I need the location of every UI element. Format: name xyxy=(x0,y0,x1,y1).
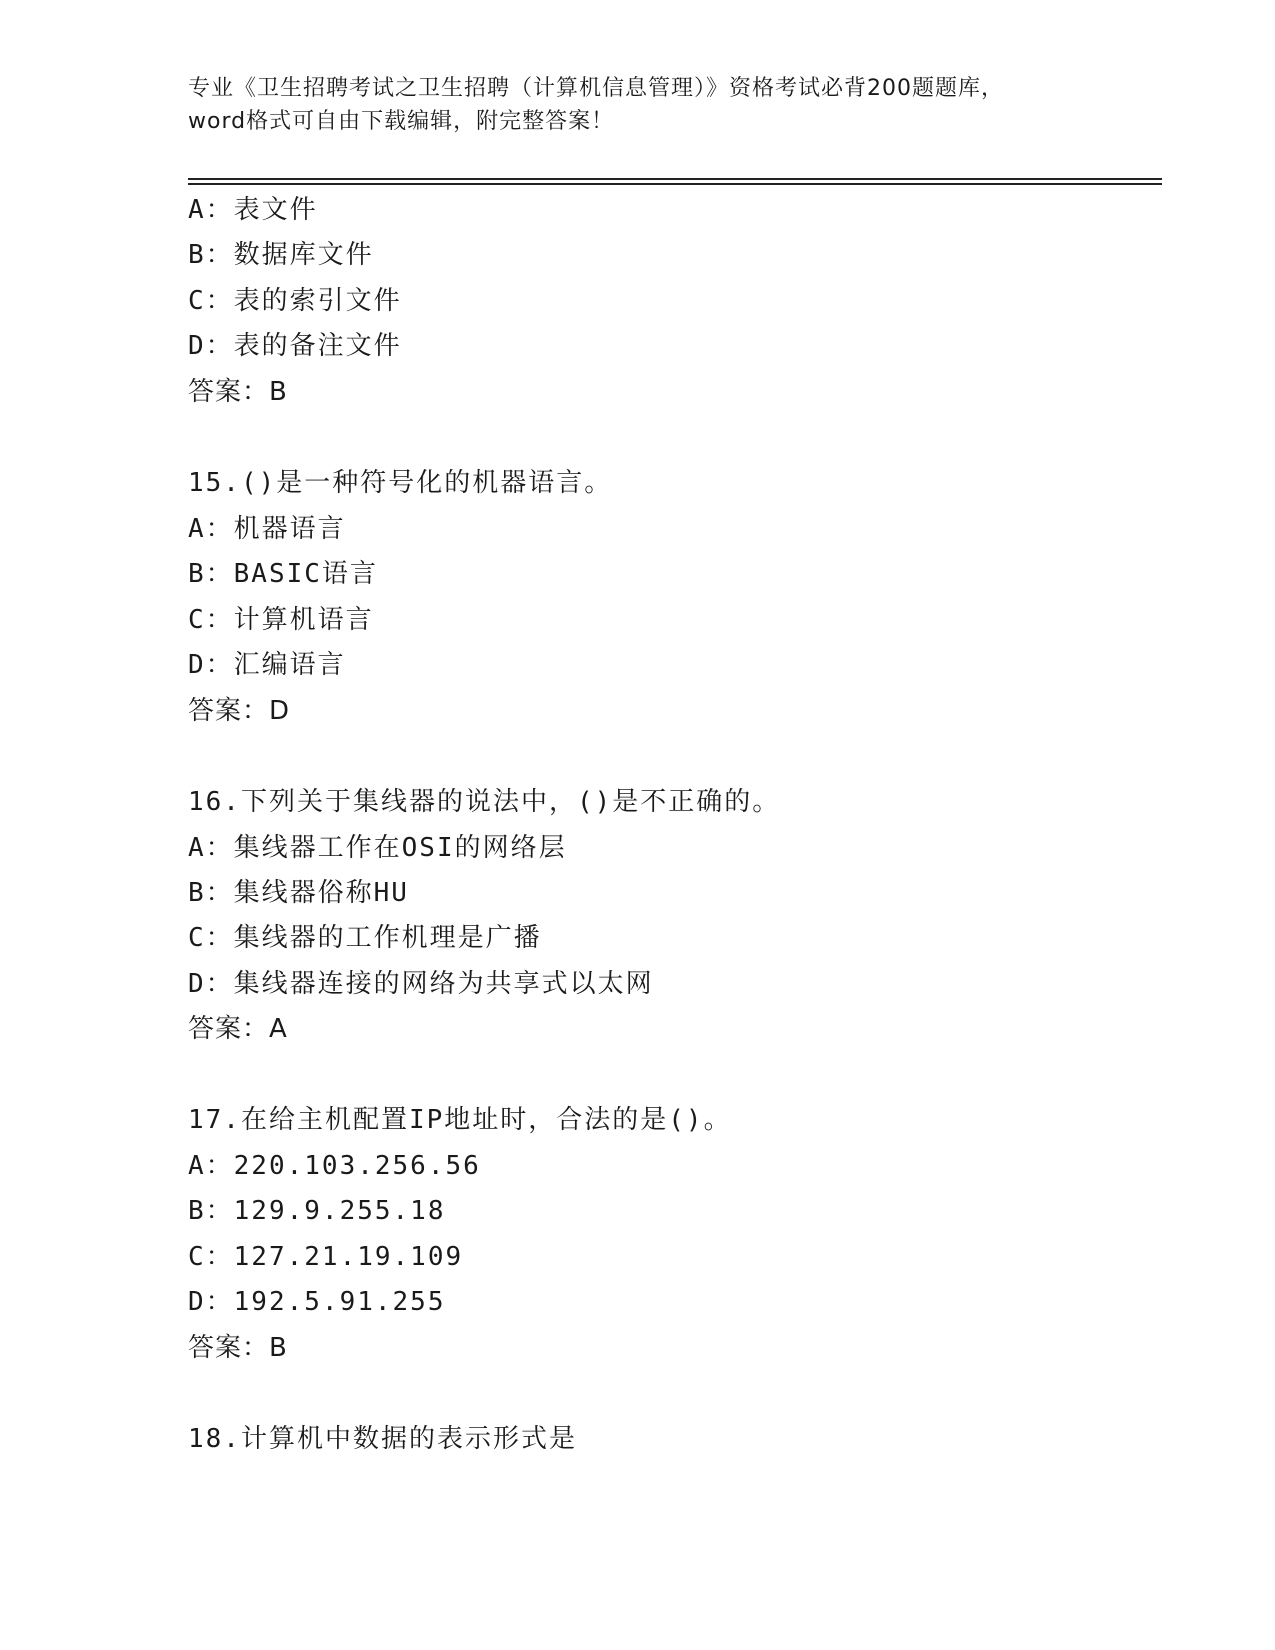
q14-option-a: A：表文件 xyxy=(188,195,318,225)
q17-answer: 答案：B xyxy=(188,1333,288,1363)
q17-question: 17.在给主机配置IP地址时，合法的是()。 xyxy=(188,1105,732,1135)
q18-question: 18.计算机中数据的表示形式是 xyxy=(188,1424,577,1454)
q14-option-b: B：数据库文件 xyxy=(188,240,374,270)
q14-answer: 答案：B xyxy=(188,377,288,407)
q16-option-a: A：集线器工作在OSI的网络层 xyxy=(188,833,567,863)
q14-option-c: C：表的索引文件 xyxy=(188,286,402,316)
q16-option-b: B：集线器俗称HU xyxy=(188,878,409,908)
q16-answer: 答案：A xyxy=(188,1014,288,1044)
q15-option-d: D：汇编语言 xyxy=(188,650,346,680)
q15-answer: 答案：D xyxy=(188,696,291,726)
q16-question: 16.下列关于集线器的说法中，()是不正确的。 xyxy=(188,787,781,817)
header-line-2: word格式可自由下载编辑，附完整答案！ xyxy=(188,109,615,134)
header-line-1: 专业《卫生招聘考试之卫生招聘（计算机信息管理）》资格考试必背200题题库， xyxy=(188,76,1004,101)
header-divider-top xyxy=(188,178,1162,180)
q16-option-d: D：集线器连接的网络为共享式以太网 xyxy=(188,969,654,999)
q15-option-c: C：计算机语言 xyxy=(188,605,374,635)
document-header xyxy=(188,72,1088,138)
q15-option-b: B：BASIC语言 xyxy=(188,559,378,589)
q16-option-c: C：集线器的工作机理是广播 xyxy=(188,923,542,953)
q17-option-a: A：220.103.256.56 xyxy=(188,1151,481,1181)
q17-option-d: D：192.5.91.255 xyxy=(188,1287,446,1317)
q17-option-b: B：129.9.255.18 xyxy=(188,1196,446,1226)
q15-option-a: A：机器语言 xyxy=(188,514,346,544)
q17-option-c: C：127.21.19.109 xyxy=(188,1242,464,1272)
header-divider-bottom xyxy=(188,183,1162,185)
q14-option-d: D：表的备注文件 xyxy=(188,331,402,361)
q15-question: 15.()是一种符号化的机器语言。 xyxy=(188,468,613,498)
